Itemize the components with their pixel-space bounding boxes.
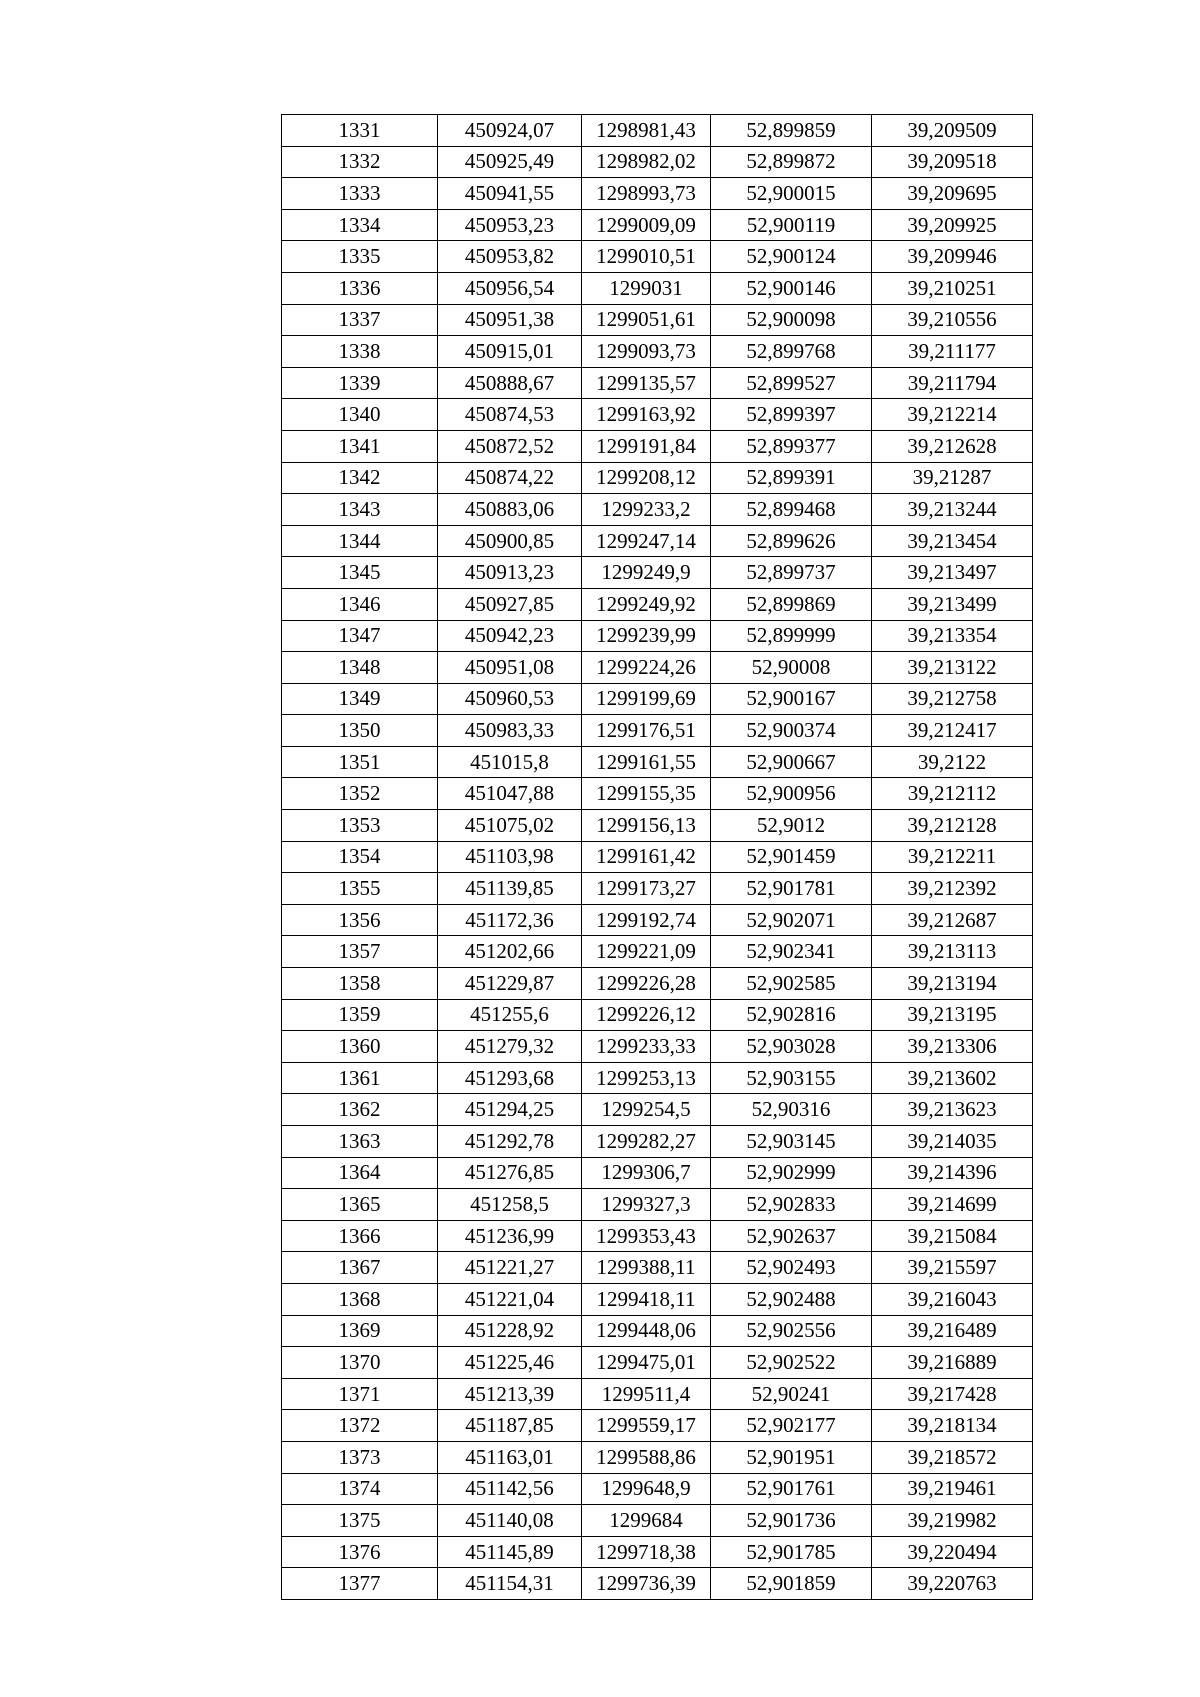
longitude-cell: 39,220763 <box>872 1568 1033 1600</box>
x-coordinate-cell: 450874,22 <box>438 462 582 494</box>
table-row <box>282 462 1033 494</box>
point-number-cell: 1372 <box>282 1410 438 1442</box>
y-coordinate-cell: 1299588,86 <box>582 1441 711 1473</box>
table-row <box>282 1220 1033 1252</box>
y-coordinate-cell: 1299239,99 <box>582 620 711 652</box>
latitude-cell: 52,899737 <box>711 557 872 589</box>
y-coordinate-cell: 1299224,26 <box>582 652 711 684</box>
point-number-cell: 1375 <box>282 1505 438 1537</box>
x-coordinate-cell: 450942,23 <box>438 620 582 652</box>
longitude-cell: 39,209509 <box>872 115 1033 147</box>
point-number-cell: 1352 <box>282 778 438 810</box>
y-coordinate-cell: 1299475,01 <box>582 1347 711 1379</box>
latitude-cell: 52,901785 <box>711 1536 872 1568</box>
latitude-cell: 52,899377 <box>711 430 872 462</box>
x-coordinate-cell: 451221,27 <box>438 1252 582 1284</box>
latitude-cell: 52,901459 <box>711 841 872 873</box>
longitude-cell: 39,213623 <box>872 1094 1033 1126</box>
latitude-cell: 52,900146 <box>711 272 872 304</box>
latitude-cell: 52,902816 <box>711 999 872 1031</box>
x-coordinate-cell: 451163,01 <box>438 1441 582 1473</box>
x-coordinate-cell: 450953,82 <box>438 241 582 273</box>
latitude-cell: 52,90316 <box>711 1094 872 1126</box>
point-number-cell: 1331 <box>282 115 438 147</box>
y-coordinate-cell: 1299093,73 <box>582 336 711 368</box>
table-row <box>282 683 1033 715</box>
longitude-cell: 39,215084 <box>872 1220 1033 1252</box>
longitude-cell: 39,213194 <box>872 968 1033 1000</box>
latitude-cell: 52,902522 <box>711 1347 872 1379</box>
x-coordinate-cell: 451172,36 <box>438 904 582 936</box>
latitude-cell: 52,902177 <box>711 1410 872 1442</box>
x-coordinate-cell: 450956,54 <box>438 272 582 304</box>
latitude-cell: 52,900124 <box>711 241 872 273</box>
table-row <box>282 1347 1033 1379</box>
x-coordinate-cell: 450900,85 <box>438 525 582 557</box>
x-coordinate-cell: 451258,5 <box>438 1189 582 1221</box>
y-coordinate-cell: 1299282,27 <box>582 1126 711 1158</box>
latitude-cell: 52,901859 <box>711 1568 872 1600</box>
table-row <box>282 494 1033 526</box>
table-row <box>282 1315 1033 1347</box>
y-coordinate-cell: 1299353,43 <box>582 1220 711 1252</box>
x-coordinate-cell: 450915,01 <box>438 336 582 368</box>
x-coordinate-cell: 451139,85 <box>438 873 582 905</box>
latitude-cell: 52,900119 <box>711 209 872 241</box>
x-coordinate-cell: 450953,23 <box>438 209 582 241</box>
longitude-cell: 39,220494 <box>872 1536 1033 1568</box>
table-row <box>282 1505 1033 1537</box>
latitude-cell: 52,902637 <box>711 1220 872 1252</box>
y-coordinate-cell: 1299511,4 <box>582 1378 711 1410</box>
x-coordinate-cell: 451145,89 <box>438 1536 582 1568</box>
latitude-cell: 52,901761 <box>711 1473 872 1505</box>
x-coordinate-cell: 450872,52 <box>438 430 582 462</box>
x-coordinate-cell: 451187,85 <box>438 1410 582 1442</box>
longitude-cell: 39,213497 <box>872 557 1033 589</box>
table-row <box>282 272 1033 304</box>
y-coordinate-cell: 1299249,92 <box>582 588 711 620</box>
longitude-cell: 39,215597 <box>872 1252 1033 1284</box>
y-coordinate-cell: 1299233,2 <box>582 494 711 526</box>
table-row <box>282 1536 1033 1568</box>
table-row <box>282 1410 1033 1442</box>
longitude-cell: 39,2122 <box>872 746 1033 778</box>
y-coordinate-cell: 1299192,74 <box>582 904 711 936</box>
point-number-cell: 1338 <box>282 336 438 368</box>
longitude-cell: 39,212112 <box>872 778 1033 810</box>
x-coordinate-cell: 451103,98 <box>438 841 582 873</box>
longitude-cell: 39,214699 <box>872 1189 1033 1221</box>
x-coordinate-cell: 450960,53 <box>438 683 582 715</box>
y-coordinate-cell: 1299009,09 <box>582 209 711 241</box>
y-coordinate-cell: 1298982,02 <box>582 146 711 178</box>
longitude-cell: 39,212392 <box>872 873 1033 905</box>
x-coordinate-cell: 451255,6 <box>438 999 582 1031</box>
table-row <box>282 115 1033 147</box>
latitude-cell: 52,900098 <box>711 304 872 336</box>
table-row <box>282 810 1033 842</box>
point-number-cell: 1368 <box>282 1283 438 1315</box>
point-number-cell: 1334 <box>282 209 438 241</box>
longitude-cell: 39,213113 <box>872 936 1033 968</box>
table-row <box>282 209 1033 241</box>
latitude-cell: 52,902999 <box>711 1157 872 1189</box>
table-row <box>282 999 1033 1031</box>
latitude-cell: 52,899768 <box>711 336 872 368</box>
longitude-cell: 39,219982 <box>872 1505 1033 1537</box>
point-number-cell: 1358 <box>282 968 438 1000</box>
point-number-cell: 1361 <box>282 1062 438 1094</box>
latitude-cell: 52,902341 <box>711 936 872 968</box>
table-row <box>282 557 1033 589</box>
table-row <box>282 336 1033 368</box>
longitude-cell: 39,212687 <box>872 904 1033 936</box>
table-row <box>282 1252 1033 1284</box>
point-number-cell: 1354 <box>282 841 438 873</box>
point-number-cell: 1339 <box>282 367 438 399</box>
x-coordinate-cell: 451140,08 <box>438 1505 582 1537</box>
longitude-cell: 39,212628 <box>872 430 1033 462</box>
longitude-cell: 39,209695 <box>872 178 1033 210</box>
longitude-cell: 39,209518 <box>872 146 1033 178</box>
latitude-cell: 52,901781 <box>711 873 872 905</box>
table-row <box>282 1031 1033 1063</box>
y-coordinate-cell: 1299173,27 <box>582 873 711 905</box>
y-coordinate-cell: 1299161,55 <box>582 746 711 778</box>
x-coordinate-cell: 451229,87 <box>438 968 582 1000</box>
longitude-cell: 39,219461 <box>872 1473 1033 1505</box>
longitude-cell: 39,211177 <box>872 336 1033 368</box>
latitude-cell: 52,902071 <box>711 904 872 936</box>
point-number-cell: 1369 <box>282 1315 438 1347</box>
latitude-cell: 52,899859 <box>711 115 872 147</box>
latitude-cell: 52,902833 <box>711 1189 872 1221</box>
y-coordinate-cell: 1299226,12 <box>582 999 711 1031</box>
y-coordinate-cell: 1299736,39 <box>582 1568 711 1600</box>
point-number-cell: 1357 <box>282 936 438 968</box>
table-row <box>282 968 1033 1000</box>
longitude-cell: 39,216489 <box>872 1315 1033 1347</box>
longitude-cell: 39,209946 <box>872 241 1033 273</box>
point-number-cell: 1370 <box>282 1347 438 1379</box>
y-coordinate-cell: 1299253,13 <box>582 1062 711 1094</box>
y-coordinate-cell: 1299135,57 <box>582 367 711 399</box>
table-row <box>282 525 1033 557</box>
y-coordinate-cell: 1299254,5 <box>582 1094 711 1126</box>
y-coordinate-cell: 1299418,11 <box>582 1283 711 1315</box>
latitude-cell: 52,901736 <box>711 1505 872 1537</box>
point-number-cell: 1373 <box>282 1441 438 1473</box>
table-row <box>282 715 1033 747</box>
point-number-cell: 1363 <box>282 1126 438 1158</box>
latitude-cell: 52,900015 <box>711 178 872 210</box>
table-row <box>282 1094 1033 1126</box>
coordinates-table-body <box>282 115 1033 1600</box>
longitude-cell: 39,216889 <box>872 1347 1033 1379</box>
x-coordinate-cell: 450925,49 <box>438 146 582 178</box>
longitude-cell: 39,213602 <box>872 1062 1033 1094</box>
point-number-cell: 1345 <box>282 557 438 589</box>
point-number-cell: 1341 <box>282 430 438 462</box>
y-coordinate-cell: 1299249,9 <box>582 557 711 589</box>
point-number-cell: 1356 <box>282 904 438 936</box>
latitude-cell: 52,903028 <box>711 1031 872 1063</box>
point-number-cell: 1362 <box>282 1094 438 1126</box>
point-number-cell: 1365 <box>282 1189 438 1221</box>
latitude-cell: 52,903155 <box>711 1062 872 1094</box>
latitude-cell: 52,900667 <box>711 746 872 778</box>
point-number-cell: 1367 <box>282 1252 438 1284</box>
table-row <box>282 146 1033 178</box>
longitude-cell: 39,216043 <box>872 1283 1033 1315</box>
y-coordinate-cell: 1299051,61 <box>582 304 711 336</box>
point-number-cell: 1342 <box>282 462 438 494</box>
y-coordinate-cell: 1299031 <box>582 272 711 304</box>
point-number-cell: 1377 <box>282 1568 438 1600</box>
table-row <box>282 304 1033 336</box>
latitude-cell: 52,899869 <box>711 588 872 620</box>
y-coordinate-cell: 1299226,28 <box>582 968 711 1000</box>
y-coordinate-cell: 1299247,14 <box>582 525 711 557</box>
longitude-cell: 39,211794 <box>872 367 1033 399</box>
table-row <box>282 841 1033 873</box>
point-number-cell: 1371 <box>282 1378 438 1410</box>
latitude-cell: 52,902488 <box>711 1283 872 1315</box>
point-number-cell: 1347 <box>282 620 438 652</box>
table-row <box>282 1189 1033 1221</box>
table-row <box>282 588 1033 620</box>
latitude-cell: 52,899626 <box>711 525 872 557</box>
longitude-cell: 39,212211 <box>872 841 1033 873</box>
y-coordinate-cell: 1299163,92 <box>582 399 711 431</box>
point-number-cell: 1359 <box>282 999 438 1031</box>
longitude-cell: 39,212214 <box>872 399 1033 431</box>
y-coordinate-cell: 1299010,51 <box>582 241 711 273</box>
point-number-cell: 1335 <box>282 241 438 273</box>
latitude-cell: 52,90241 <box>711 1378 872 1410</box>
table-row <box>282 778 1033 810</box>
y-coordinate-cell: 1299221,09 <box>582 936 711 968</box>
longitude-cell: 39,212758 <box>872 683 1033 715</box>
point-number-cell: 1376 <box>282 1536 438 1568</box>
x-coordinate-cell: 450883,06 <box>438 494 582 526</box>
point-number-cell: 1355 <box>282 873 438 905</box>
y-coordinate-cell: 1299233,33 <box>582 1031 711 1063</box>
longitude-cell: 39,213499 <box>872 588 1033 620</box>
x-coordinate-cell: 451294,25 <box>438 1094 582 1126</box>
x-coordinate-cell: 450927,85 <box>438 588 582 620</box>
x-coordinate-cell: 451276,85 <box>438 1157 582 1189</box>
x-coordinate-cell: 451047,88 <box>438 778 582 810</box>
longitude-cell: 39,210251 <box>872 272 1033 304</box>
table-row <box>282 1441 1033 1473</box>
y-coordinate-cell: 1299161,42 <box>582 841 711 873</box>
longitude-cell: 39,218134 <box>872 1410 1033 1442</box>
table-row <box>282 936 1033 968</box>
y-coordinate-cell: 1299199,69 <box>582 683 711 715</box>
table-row <box>282 1126 1033 1158</box>
point-number-cell: 1360 <box>282 1031 438 1063</box>
x-coordinate-cell: 451228,92 <box>438 1315 582 1347</box>
latitude-cell: 52,899468 <box>711 494 872 526</box>
x-coordinate-cell: 450941,55 <box>438 178 582 210</box>
point-number-cell: 1343 <box>282 494 438 526</box>
y-coordinate-cell: 1299448,06 <box>582 1315 711 1347</box>
longitude-cell: 39,214396 <box>872 1157 1033 1189</box>
y-coordinate-cell: 1299718,38 <box>582 1536 711 1568</box>
point-number-cell: 1340 <box>282 399 438 431</box>
table-row <box>282 399 1033 431</box>
y-coordinate-cell: 1299327,3 <box>582 1189 711 1221</box>
latitude-cell: 52,899391 <box>711 462 872 494</box>
point-number-cell: 1346 <box>282 588 438 620</box>
x-coordinate-cell: 450888,67 <box>438 367 582 399</box>
x-coordinate-cell: 451142,56 <box>438 1473 582 1505</box>
table-row <box>282 873 1033 905</box>
table-row <box>282 746 1033 778</box>
coordinates-table <box>281 114 1033 1600</box>
x-coordinate-cell: 451225,46 <box>438 1347 582 1379</box>
y-coordinate-cell: 1299306,7 <box>582 1157 711 1189</box>
y-coordinate-cell: 1299388,11 <box>582 1252 711 1284</box>
table-row <box>282 1283 1033 1315</box>
y-coordinate-cell: 1299191,84 <box>582 430 711 462</box>
x-coordinate-cell: 450983,33 <box>438 715 582 747</box>
latitude-cell: 52,90008 <box>711 652 872 684</box>
latitude-cell: 52,902493 <box>711 1252 872 1284</box>
latitude-cell: 52,900374 <box>711 715 872 747</box>
point-number-cell: 1336 <box>282 272 438 304</box>
x-coordinate-cell: 451213,39 <box>438 1378 582 1410</box>
longitude-cell: 39,218572 <box>872 1441 1033 1473</box>
table-row <box>282 652 1033 684</box>
x-coordinate-cell: 451154,31 <box>438 1568 582 1600</box>
table-row <box>282 620 1033 652</box>
latitude-cell: 52,899397 <box>711 399 872 431</box>
x-coordinate-cell: 450951,38 <box>438 304 582 336</box>
y-coordinate-cell: 1299648,9 <box>582 1473 711 1505</box>
y-coordinate-cell: 1299155,35 <box>582 778 711 810</box>
table-row <box>282 904 1033 936</box>
table-row <box>282 1157 1033 1189</box>
point-number-cell: 1349 <box>282 683 438 715</box>
point-number-cell: 1344 <box>282 525 438 557</box>
table-row <box>282 1378 1033 1410</box>
point-number-cell: 1366 <box>282 1220 438 1252</box>
longitude-cell: 39,210556 <box>872 304 1033 336</box>
x-coordinate-cell: 450913,23 <box>438 557 582 589</box>
longitude-cell: 39,213195 <box>872 999 1033 1031</box>
point-number-cell: 1337 <box>282 304 438 336</box>
y-coordinate-cell: 1299559,17 <box>582 1410 711 1442</box>
y-coordinate-cell: 1298981,43 <box>582 115 711 147</box>
point-number-cell: 1374 <box>282 1473 438 1505</box>
x-coordinate-cell: 451015,8 <box>438 746 582 778</box>
x-coordinate-cell: 451075,02 <box>438 810 582 842</box>
latitude-cell: 52,902585 <box>711 968 872 1000</box>
y-coordinate-cell: 1299684 <box>582 1505 711 1537</box>
latitude-cell: 52,9012 <box>711 810 872 842</box>
longitude-cell: 39,213306 <box>872 1031 1033 1063</box>
point-number-cell: 1350 <box>282 715 438 747</box>
latitude-cell: 52,900956 <box>711 778 872 810</box>
longitude-cell: 39,21287 <box>872 462 1033 494</box>
x-coordinate-cell: 450951,08 <box>438 652 582 684</box>
latitude-cell: 52,900167 <box>711 683 872 715</box>
table-row <box>282 430 1033 462</box>
x-coordinate-cell: 450924,07 <box>438 115 582 147</box>
latitude-cell: 52,902556 <box>711 1315 872 1347</box>
longitude-cell: 39,213122 <box>872 652 1033 684</box>
longitude-cell: 39,209925 <box>872 209 1033 241</box>
table-row <box>282 1062 1033 1094</box>
longitude-cell: 39,213244 <box>872 494 1033 526</box>
x-coordinate-cell: 451202,66 <box>438 936 582 968</box>
longitude-cell: 39,217428 <box>872 1378 1033 1410</box>
latitude-cell: 52,901951 <box>711 1441 872 1473</box>
table-row <box>282 178 1033 210</box>
x-coordinate-cell: 451221,04 <box>438 1283 582 1315</box>
x-coordinate-cell: 451292,78 <box>438 1126 582 1158</box>
x-coordinate-cell: 451293,68 <box>438 1062 582 1094</box>
point-number-cell: 1348 <box>282 652 438 684</box>
latitude-cell: 52,899872 <box>711 146 872 178</box>
x-coordinate-cell: 451279,32 <box>438 1031 582 1063</box>
point-number-cell: 1364 <box>282 1157 438 1189</box>
latitude-cell: 52,899999 <box>711 620 872 652</box>
longitude-cell: 39,213454 <box>872 525 1033 557</box>
table-row <box>282 241 1033 273</box>
longitude-cell: 39,212417 <box>872 715 1033 747</box>
y-coordinate-cell: 1299208,12 <box>582 462 711 494</box>
y-coordinate-cell: 1299156,13 <box>582 810 711 842</box>
point-number-cell: 1333 <box>282 178 438 210</box>
latitude-cell: 52,903145 <box>711 1126 872 1158</box>
table-row <box>282 1568 1033 1600</box>
point-number-cell: 1332 <box>282 146 438 178</box>
y-coordinate-cell: 1299176,51 <box>582 715 711 747</box>
x-coordinate-cell: 451236,99 <box>438 1220 582 1252</box>
table-row <box>282 367 1033 399</box>
point-number-cell: 1351 <box>282 746 438 778</box>
x-coordinate-cell: 450874,53 <box>438 399 582 431</box>
longitude-cell: 39,212128 <box>872 810 1033 842</box>
latitude-cell: 52,899527 <box>711 367 872 399</box>
y-coordinate-cell: 1298993,73 <box>582 178 711 210</box>
longitude-cell: 39,213354 <box>872 620 1033 652</box>
longitude-cell: 39,214035 <box>872 1126 1033 1158</box>
point-number-cell: 1353 <box>282 810 438 842</box>
table-row <box>282 1473 1033 1505</box>
